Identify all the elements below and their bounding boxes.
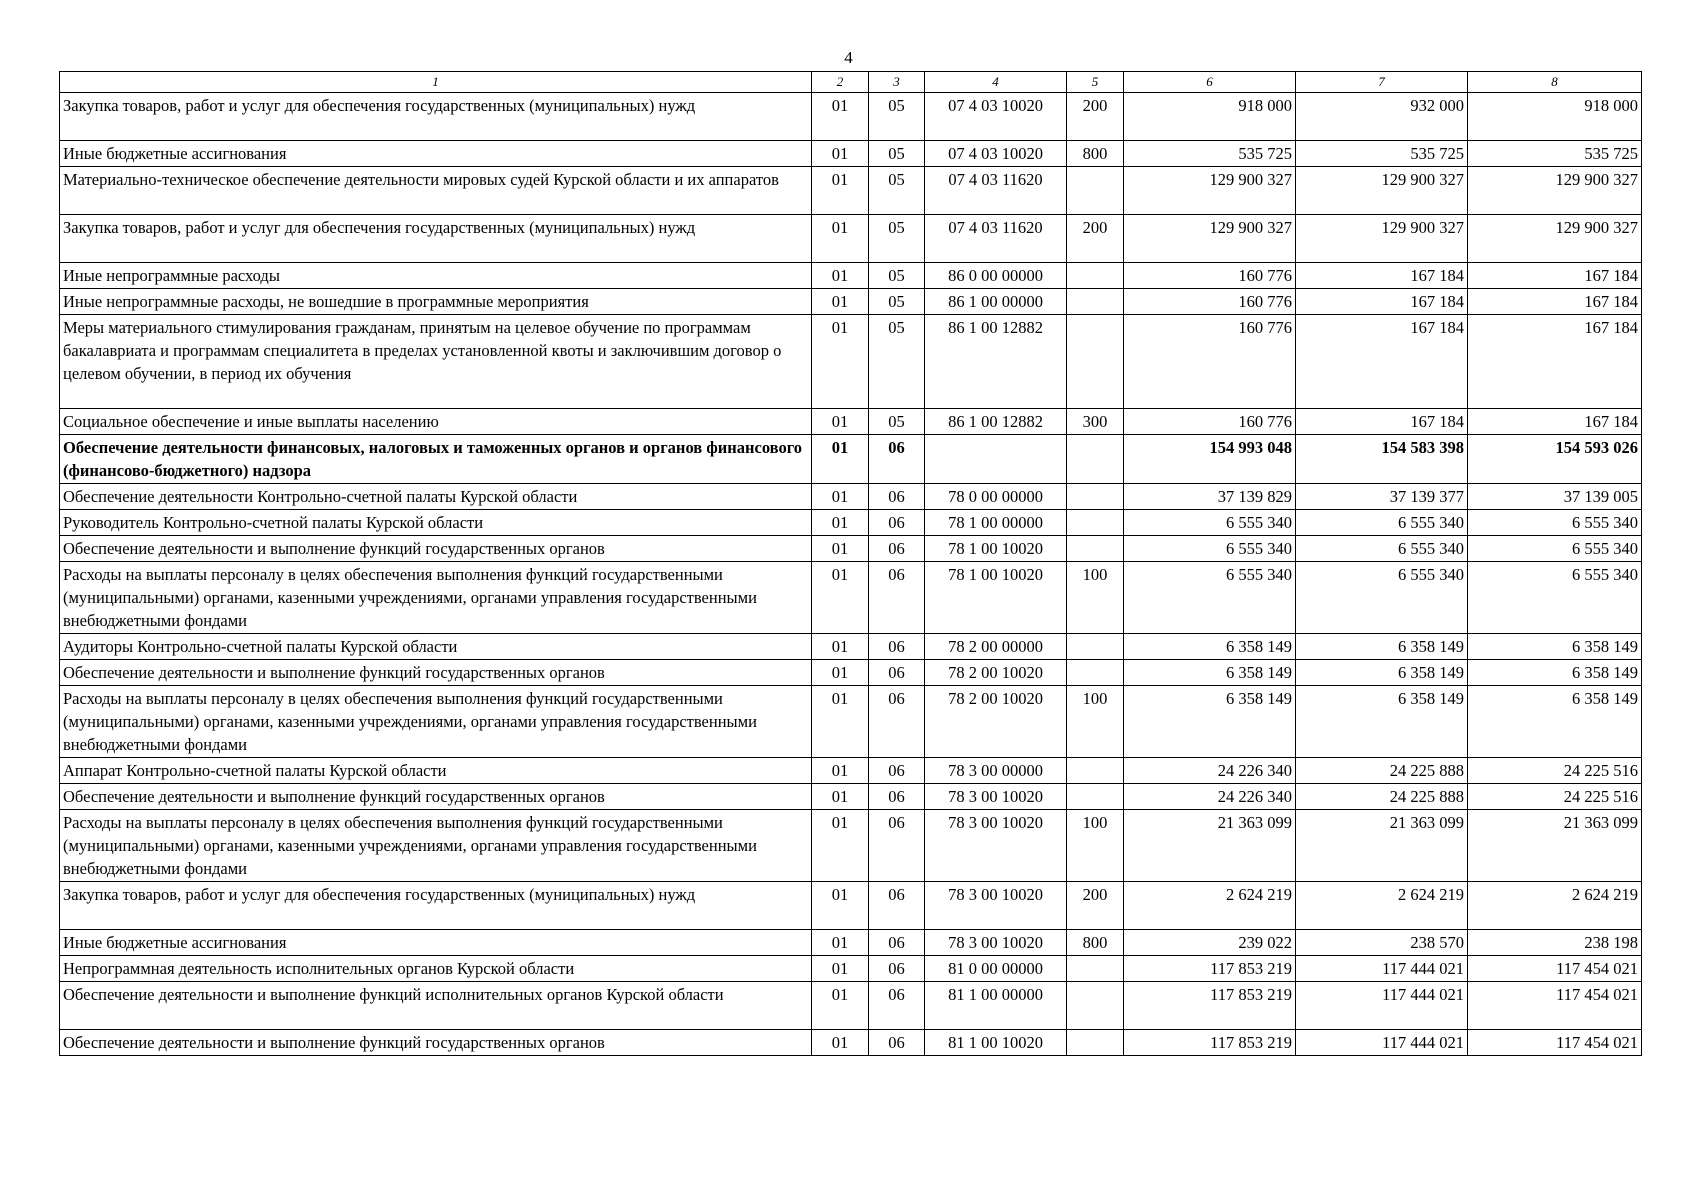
col-header-3: 3 bbox=[869, 72, 925, 93]
row-expense-type-cell: 200 bbox=[1067, 215, 1124, 263]
row-section-cell: 01 bbox=[812, 634, 869, 660]
row-amount-3-cell: 129 900 327 bbox=[1468, 167, 1642, 215]
row-target-article-cell: 78 1 00 10020 bbox=[925, 562, 1067, 634]
row-amount-2-cell: 24 225 888 bbox=[1296, 784, 1468, 810]
row-subsection-cell: 05 bbox=[869, 93, 925, 141]
row-expense-type-cell bbox=[1067, 758, 1124, 784]
row-name-cell: Обеспечение деятельности и выполнение функций исполнительных органов Курской области bbox=[60, 982, 812, 1030]
table-row bbox=[60, 784, 1642, 810]
row-name-cell: Аудиторы Контрольно-счетной палаты Курской области bbox=[60, 634, 812, 660]
row-expense-type-cell bbox=[1067, 784, 1124, 810]
row-subsection-cell: 06 bbox=[869, 660, 925, 686]
row-amount-3-cell: 117 454 021 bbox=[1468, 956, 1642, 982]
row-subsection-cell: 06 bbox=[869, 810, 925, 882]
row-section-cell: 01 bbox=[812, 215, 869, 263]
row-amount-1-cell: 24 226 340 bbox=[1124, 784, 1296, 810]
row-amount-2-cell: 2 624 219 bbox=[1296, 882, 1468, 930]
row-subsection-cell: 06 bbox=[869, 930, 925, 956]
row-name-cell: Закупка товаров, работ и услуг для обеспечения государственных (муниципальных) нужд bbox=[60, 215, 812, 263]
col-header-6: 6 bbox=[1124, 72, 1296, 93]
row-amount-3-cell: 167 184 bbox=[1468, 263, 1642, 289]
row-subsection-cell: 06 bbox=[869, 484, 925, 510]
col-header-1: 1 bbox=[60, 72, 812, 93]
row-amount-2-cell: 117 444 021 bbox=[1296, 1030, 1468, 1056]
table-row bbox=[60, 758, 1642, 784]
row-section-cell: 01 bbox=[812, 562, 869, 634]
row-amount-3-cell: 238 198 bbox=[1468, 930, 1642, 956]
row-amount-2-cell: 238 570 bbox=[1296, 930, 1468, 956]
row-subsection-cell: 06 bbox=[869, 510, 925, 536]
row-section-cell: 01 bbox=[812, 435, 869, 484]
col-header-2: 2 bbox=[812, 72, 869, 93]
row-amount-3-cell: 129 900 327 bbox=[1468, 215, 1642, 263]
table-row bbox=[60, 810, 1642, 882]
row-amount-3-cell: 6 555 340 bbox=[1468, 510, 1642, 536]
row-section-cell: 01 bbox=[812, 484, 869, 510]
row-subsection-cell: 06 bbox=[869, 758, 925, 784]
row-expense-type-cell bbox=[1067, 956, 1124, 982]
row-subsection-cell: 05 bbox=[869, 141, 925, 167]
row-amount-2-cell: 167 184 bbox=[1296, 409, 1468, 435]
row-amount-1-cell: 160 776 bbox=[1124, 289, 1296, 315]
row-amount-3-cell: 154 593 026 bbox=[1468, 435, 1642, 484]
row-subsection-cell: 06 bbox=[869, 982, 925, 1030]
row-amount-2-cell: 129 900 327 bbox=[1296, 215, 1468, 263]
row-expense-type-cell: 800 bbox=[1067, 930, 1124, 956]
row-target-article-cell: 07 4 03 11620 bbox=[925, 215, 1067, 263]
table-row bbox=[60, 660, 1642, 686]
table-row bbox=[60, 510, 1642, 536]
row-section-cell: 01 bbox=[812, 141, 869, 167]
row-target-article-cell: 78 2 00 10020 bbox=[925, 660, 1067, 686]
row-target-article-cell: 78 1 00 10020 bbox=[925, 536, 1067, 562]
row-amount-1-cell: 24 226 340 bbox=[1124, 758, 1296, 784]
row-name-cell: Материально-техническое обеспечение деятельности мировых судей Курской области и их аппаратов bbox=[60, 167, 812, 215]
row-amount-2-cell: 117 444 021 bbox=[1296, 982, 1468, 1030]
table-row bbox=[60, 93, 1642, 141]
row-target-article-cell: 81 1 00 10020 bbox=[925, 1030, 1067, 1056]
row-subsection-cell: 06 bbox=[869, 562, 925, 634]
row-name-cell: Аппарат Контрольно-счетной палаты Курской области bbox=[60, 758, 812, 784]
row-amount-3-cell: 117 454 021 bbox=[1468, 1030, 1642, 1056]
row-name-cell: Иные бюджетные ассигнования bbox=[60, 141, 812, 167]
row-target-article-cell: 81 1 00 00000 bbox=[925, 982, 1067, 1030]
row-amount-2-cell: 167 184 bbox=[1296, 289, 1468, 315]
row-amount-3-cell: 24 225 516 bbox=[1468, 784, 1642, 810]
row-name-cell: Обеспечение деятельности финансовых, налоговых и таможенных органов и органов финансового (финансово-бюджетного) надзора bbox=[60, 435, 812, 484]
row-target-article-cell: 07 4 03 10020 bbox=[925, 141, 1067, 167]
table-row bbox=[60, 1030, 1642, 1056]
row-subsection-cell: 05 bbox=[869, 263, 925, 289]
row-amount-3-cell: 6 358 149 bbox=[1468, 660, 1642, 686]
row-name-cell: Обеспечение деятельности Контрольно-счетной палаты Курской области bbox=[60, 484, 812, 510]
row-expense-type-cell: 200 bbox=[1067, 93, 1124, 141]
row-subsection-cell: 06 bbox=[869, 435, 925, 484]
row-name-cell: Обеспечение деятельности и выполнение функций государственных органов bbox=[60, 660, 812, 686]
row-amount-1-cell: 6 555 340 bbox=[1124, 562, 1296, 634]
row-amount-1-cell: 160 776 bbox=[1124, 409, 1296, 435]
table-row bbox=[60, 982, 1642, 1030]
row-amount-3-cell: 918 000 bbox=[1468, 93, 1642, 141]
row-amount-3-cell: 6 555 340 bbox=[1468, 562, 1642, 634]
row-name-cell: Иные непрограммные расходы bbox=[60, 263, 812, 289]
row-amount-3-cell: 21 363 099 bbox=[1468, 810, 1642, 882]
row-section-cell: 01 bbox=[812, 289, 869, 315]
row-subsection-cell: 05 bbox=[869, 409, 925, 435]
row-expense-type-cell bbox=[1067, 289, 1124, 315]
row-amount-3-cell: 535 725 bbox=[1468, 141, 1642, 167]
row-section-cell: 01 bbox=[812, 758, 869, 784]
column-number-row bbox=[60, 72, 1642, 93]
row-target-article-cell: 86 1 00 00000 bbox=[925, 289, 1067, 315]
row-expense-type-cell bbox=[1067, 982, 1124, 1030]
row-amount-3-cell: 167 184 bbox=[1468, 409, 1642, 435]
row-name-cell: Иные непрограммные расходы, не вошедшие в программные мероприятия bbox=[60, 289, 812, 315]
row-amount-2-cell: 24 225 888 bbox=[1296, 758, 1468, 784]
row-amount-1-cell: 160 776 bbox=[1124, 263, 1296, 289]
table-row bbox=[60, 930, 1642, 956]
table-row bbox=[60, 536, 1642, 562]
row-amount-1-cell: 154 993 048 bbox=[1124, 435, 1296, 484]
row-amount-1-cell: 117 853 219 bbox=[1124, 1030, 1296, 1056]
row-expense-type-cell bbox=[1067, 435, 1124, 484]
row-expense-type-cell: 100 bbox=[1067, 810, 1124, 882]
row-subsection-cell: 05 bbox=[869, 289, 925, 315]
row-target-article-cell: 78 3 00 10020 bbox=[925, 810, 1067, 882]
row-name-cell: Непрограммная деятельность исполнительных органов Курской области bbox=[60, 956, 812, 982]
row-target-article-cell: 07 4 03 11620 bbox=[925, 167, 1067, 215]
row-name-cell: Меры материального стимулирования гражданам, принятым на целевое обучение по программам бакалавриата и программам специалитета в пределах установленной квоты и заключившим договор о целевом обучении, в период их обучения bbox=[60, 315, 812, 409]
row-subsection-cell: 06 bbox=[869, 956, 925, 982]
row-subsection-cell: 06 bbox=[869, 686, 925, 758]
row-expense-type-cell bbox=[1067, 484, 1124, 510]
row-amount-1-cell: 129 900 327 bbox=[1124, 215, 1296, 263]
row-amount-1-cell: 6 555 340 bbox=[1124, 536, 1296, 562]
row-section-cell: 01 bbox=[812, 263, 869, 289]
row-expense-type-cell bbox=[1067, 660, 1124, 686]
table-row bbox=[60, 435, 1642, 484]
row-section-cell: 01 bbox=[812, 660, 869, 686]
row-target-article-cell: 86 1 00 12882 bbox=[925, 409, 1067, 435]
table-row bbox=[60, 263, 1642, 289]
row-expense-type-cell: 100 bbox=[1067, 562, 1124, 634]
row-amount-2-cell: 6 358 149 bbox=[1296, 660, 1468, 686]
row-expense-type-cell: 800 bbox=[1067, 141, 1124, 167]
table-row bbox=[60, 167, 1642, 215]
row-amount-2-cell: 154 583 398 bbox=[1296, 435, 1468, 484]
row-amount-2-cell: 21 363 099 bbox=[1296, 810, 1468, 882]
row-section-cell: 01 bbox=[812, 784, 869, 810]
row-name-cell: Руководитель Контрольно-счетной палаты Курской области bbox=[60, 510, 812, 536]
row-target-article-cell bbox=[925, 435, 1067, 484]
row-name-cell: Социальное обеспечение и иные выплаты населению bbox=[60, 409, 812, 435]
row-section-cell: 01 bbox=[812, 956, 869, 982]
row-section-cell: 01 bbox=[812, 536, 869, 562]
page-number: 4 bbox=[844, 48, 853, 67]
table-row bbox=[60, 956, 1642, 982]
row-expense-type-cell bbox=[1067, 315, 1124, 409]
row-amount-1-cell: 37 139 829 bbox=[1124, 484, 1296, 510]
row-target-article-cell: 78 3 00 10020 bbox=[925, 784, 1067, 810]
row-expense-type-cell bbox=[1067, 1030, 1124, 1056]
row-amount-1-cell: 6 555 340 bbox=[1124, 510, 1296, 536]
row-amount-3-cell: 117 454 021 bbox=[1468, 982, 1642, 1030]
row-amount-1-cell: 129 900 327 bbox=[1124, 167, 1296, 215]
row-name-cell: Обеспечение деятельности и выполнение функций государственных органов bbox=[60, 1030, 812, 1056]
row-name-cell: Расходы на выплаты персоналу в целях обеспечения выполнения функций государственными (муниципальными) органами, казенными учреждениями, органами управления государственными внебюджетными фондами bbox=[60, 810, 812, 882]
row-amount-2-cell: 6 555 340 bbox=[1296, 510, 1468, 536]
table-header bbox=[60, 72, 1642, 93]
row-target-article-cell: 78 2 00 10020 bbox=[925, 686, 1067, 758]
table-row bbox=[60, 686, 1642, 758]
row-section-cell: 01 bbox=[812, 882, 869, 930]
table-body bbox=[60, 93, 1642, 1056]
row-section-cell: 01 bbox=[812, 510, 869, 536]
row-amount-2-cell: 932 000 bbox=[1296, 93, 1468, 141]
row-name-cell: Иные бюджетные ассигнования bbox=[60, 930, 812, 956]
row-amount-3-cell: 167 184 bbox=[1468, 315, 1642, 409]
row-subsection-cell: 06 bbox=[869, 634, 925, 660]
row-target-article-cell: 78 3 00 10020 bbox=[925, 882, 1067, 930]
row-amount-1-cell: 160 776 bbox=[1124, 315, 1296, 409]
row-subsection-cell: 06 bbox=[869, 536, 925, 562]
table-row bbox=[60, 315, 1642, 409]
row-amount-1-cell: 2 624 219 bbox=[1124, 882, 1296, 930]
col-header-8: 8 bbox=[1468, 72, 1642, 93]
row-amount-2-cell: 6 358 149 bbox=[1296, 634, 1468, 660]
row-amount-3-cell: 37 139 005 bbox=[1468, 484, 1642, 510]
row-amount-2-cell: 6 358 149 bbox=[1296, 686, 1468, 758]
row-target-article-cell: 07 4 03 10020 bbox=[925, 93, 1067, 141]
row-expense-type-cell bbox=[1067, 167, 1124, 215]
row-expense-type-cell: 100 bbox=[1067, 686, 1124, 758]
row-target-article-cell: 81 0 00 00000 bbox=[925, 956, 1067, 982]
row-name-cell: Закупка товаров, работ и услуг для обеспечения государственных (муниципальных) нужд bbox=[60, 93, 812, 141]
row-amount-1-cell: 117 853 219 bbox=[1124, 956, 1296, 982]
budget-table bbox=[59, 71, 1642, 1056]
row-section-cell: 01 bbox=[812, 686, 869, 758]
row-subsection-cell: 06 bbox=[869, 882, 925, 930]
row-subsection-cell: 05 bbox=[869, 215, 925, 263]
row-amount-2-cell: 117 444 021 bbox=[1296, 956, 1468, 982]
row-amount-2-cell: 129 900 327 bbox=[1296, 167, 1468, 215]
row-amount-1-cell: 6 358 149 bbox=[1124, 660, 1296, 686]
row-amount-1-cell: 21 363 099 bbox=[1124, 810, 1296, 882]
row-section-cell: 01 bbox=[812, 409, 869, 435]
table-row bbox=[60, 882, 1642, 930]
row-section-cell: 01 bbox=[812, 810, 869, 882]
row-subsection-cell: 06 bbox=[869, 1030, 925, 1056]
row-target-article-cell: 78 0 00 00000 bbox=[925, 484, 1067, 510]
table-row bbox=[60, 409, 1642, 435]
row-section-cell: 01 bbox=[812, 1030, 869, 1056]
row-target-article-cell: 78 3 00 10020 bbox=[925, 930, 1067, 956]
row-section-cell: 01 bbox=[812, 982, 869, 1030]
row-amount-3-cell: 6 555 340 bbox=[1468, 536, 1642, 562]
table-row bbox=[60, 484, 1642, 510]
row-expense-type-cell bbox=[1067, 263, 1124, 289]
row-amount-3-cell: 167 184 bbox=[1468, 289, 1642, 315]
row-amount-1-cell: 117 853 219 bbox=[1124, 982, 1296, 1030]
row-amount-2-cell: 37 139 377 bbox=[1296, 484, 1468, 510]
table-row bbox=[60, 141, 1642, 167]
row-expense-type-cell bbox=[1067, 536, 1124, 562]
row-name-cell: Обеспечение деятельности и выполнение функций государственных органов bbox=[60, 784, 812, 810]
row-name-cell: Закупка товаров, работ и услуг для обеспечения государственных (муниципальных) нужд bbox=[60, 882, 812, 930]
col-header-4: 4 bbox=[925, 72, 1067, 93]
row-section-cell: 01 bbox=[812, 167, 869, 215]
row-amount-3-cell: 2 624 219 bbox=[1468, 882, 1642, 930]
row-subsection-cell: 05 bbox=[869, 167, 925, 215]
row-amount-1-cell: 918 000 bbox=[1124, 93, 1296, 141]
row-amount-1-cell: 535 725 bbox=[1124, 141, 1296, 167]
row-target-article-cell: 86 0 00 00000 bbox=[925, 263, 1067, 289]
table-row bbox=[60, 215, 1642, 263]
row-section-cell: 01 bbox=[812, 315, 869, 409]
row-amount-2-cell: 6 555 340 bbox=[1296, 562, 1468, 634]
row-expense-type-cell bbox=[1067, 510, 1124, 536]
row-subsection-cell: 05 bbox=[869, 315, 925, 409]
row-name-cell: Расходы на выплаты персоналу в целях обеспечения выполнения функций государственными (муниципальными) органами, казенными учреждениями, органами управления государственными внебюджетными фондами bbox=[60, 686, 812, 758]
row-amount-1-cell: 6 358 149 bbox=[1124, 686, 1296, 758]
row-amount-3-cell: 6 358 149 bbox=[1468, 634, 1642, 660]
row-amount-2-cell: 535 725 bbox=[1296, 141, 1468, 167]
table-row bbox=[60, 634, 1642, 660]
row-subsection-cell: 06 bbox=[869, 784, 925, 810]
row-amount-1-cell: 239 022 bbox=[1124, 930, 1296, 956]
row-expense-type-cell: 300 bbox=[1067, 409, 1124, 435]
row-section-cell: 01 bbox=[812, 930, 869, 956]
col-header-7: 7 bbox=[1296, 72, 1468, 93]
row-target-article-cell: 86 1 00 12882 bbox=[925, 315, 1067, 409]
row-amount-2-cell: 167 184 bbox=[1296, 263, 1468, 289]
row-expense-type-cell bbox=[1067, 634, 1124, 660]
row-expense-type-cell: 200 bbox=[1067, 882, 1124, 930]
row-amount-1-cell: 6 358 149 bbox=[1124, 634, 1296, 660]
row-target-article-cell: 78 3 00 00000 bbox=[925, 758, 1067, 784]
table-row bbox=[60, 289, 1642, 315]
col-header-5: 5 bbox=[1067, 72, 1124, 93]
row-section-cell: 01 bbox=[812, 93, 869, 141]
row-target-article-cell: 78 1 00 00000 bbox=[925, 510, 1067, 536]
row-name-cell: Расходы на выплаты персоналу в целях обеспечения выполнения функций государственными (муниципальными) органами, казенными учреждениями, органами управления государственными внебюджетными фондами bbox=[60, 562, 812, 634]
row-amount-2-cell: 6 555 340 bbox=[1296, 536, 1468, 562]
row-amount-3-cell: 6 358 149 bbox=[1468, 686, 1642, 758]
row-name-cell: Обеспечение деятельности и выполнение функций государственных органов bbox=[60, 536, 812, 562]
row-target-article-cell: 78 2 00 00000 bbox=[925, 634, 1067, 660]
table-row bbox=[60, 562, 1642, 634]
row-amount-2-cell: 167 184 bbox=[1296, 315, 1468, 409]
row-amount-3-cell: 24 225 516 bbox=[1468, 758, 1642, 784]
